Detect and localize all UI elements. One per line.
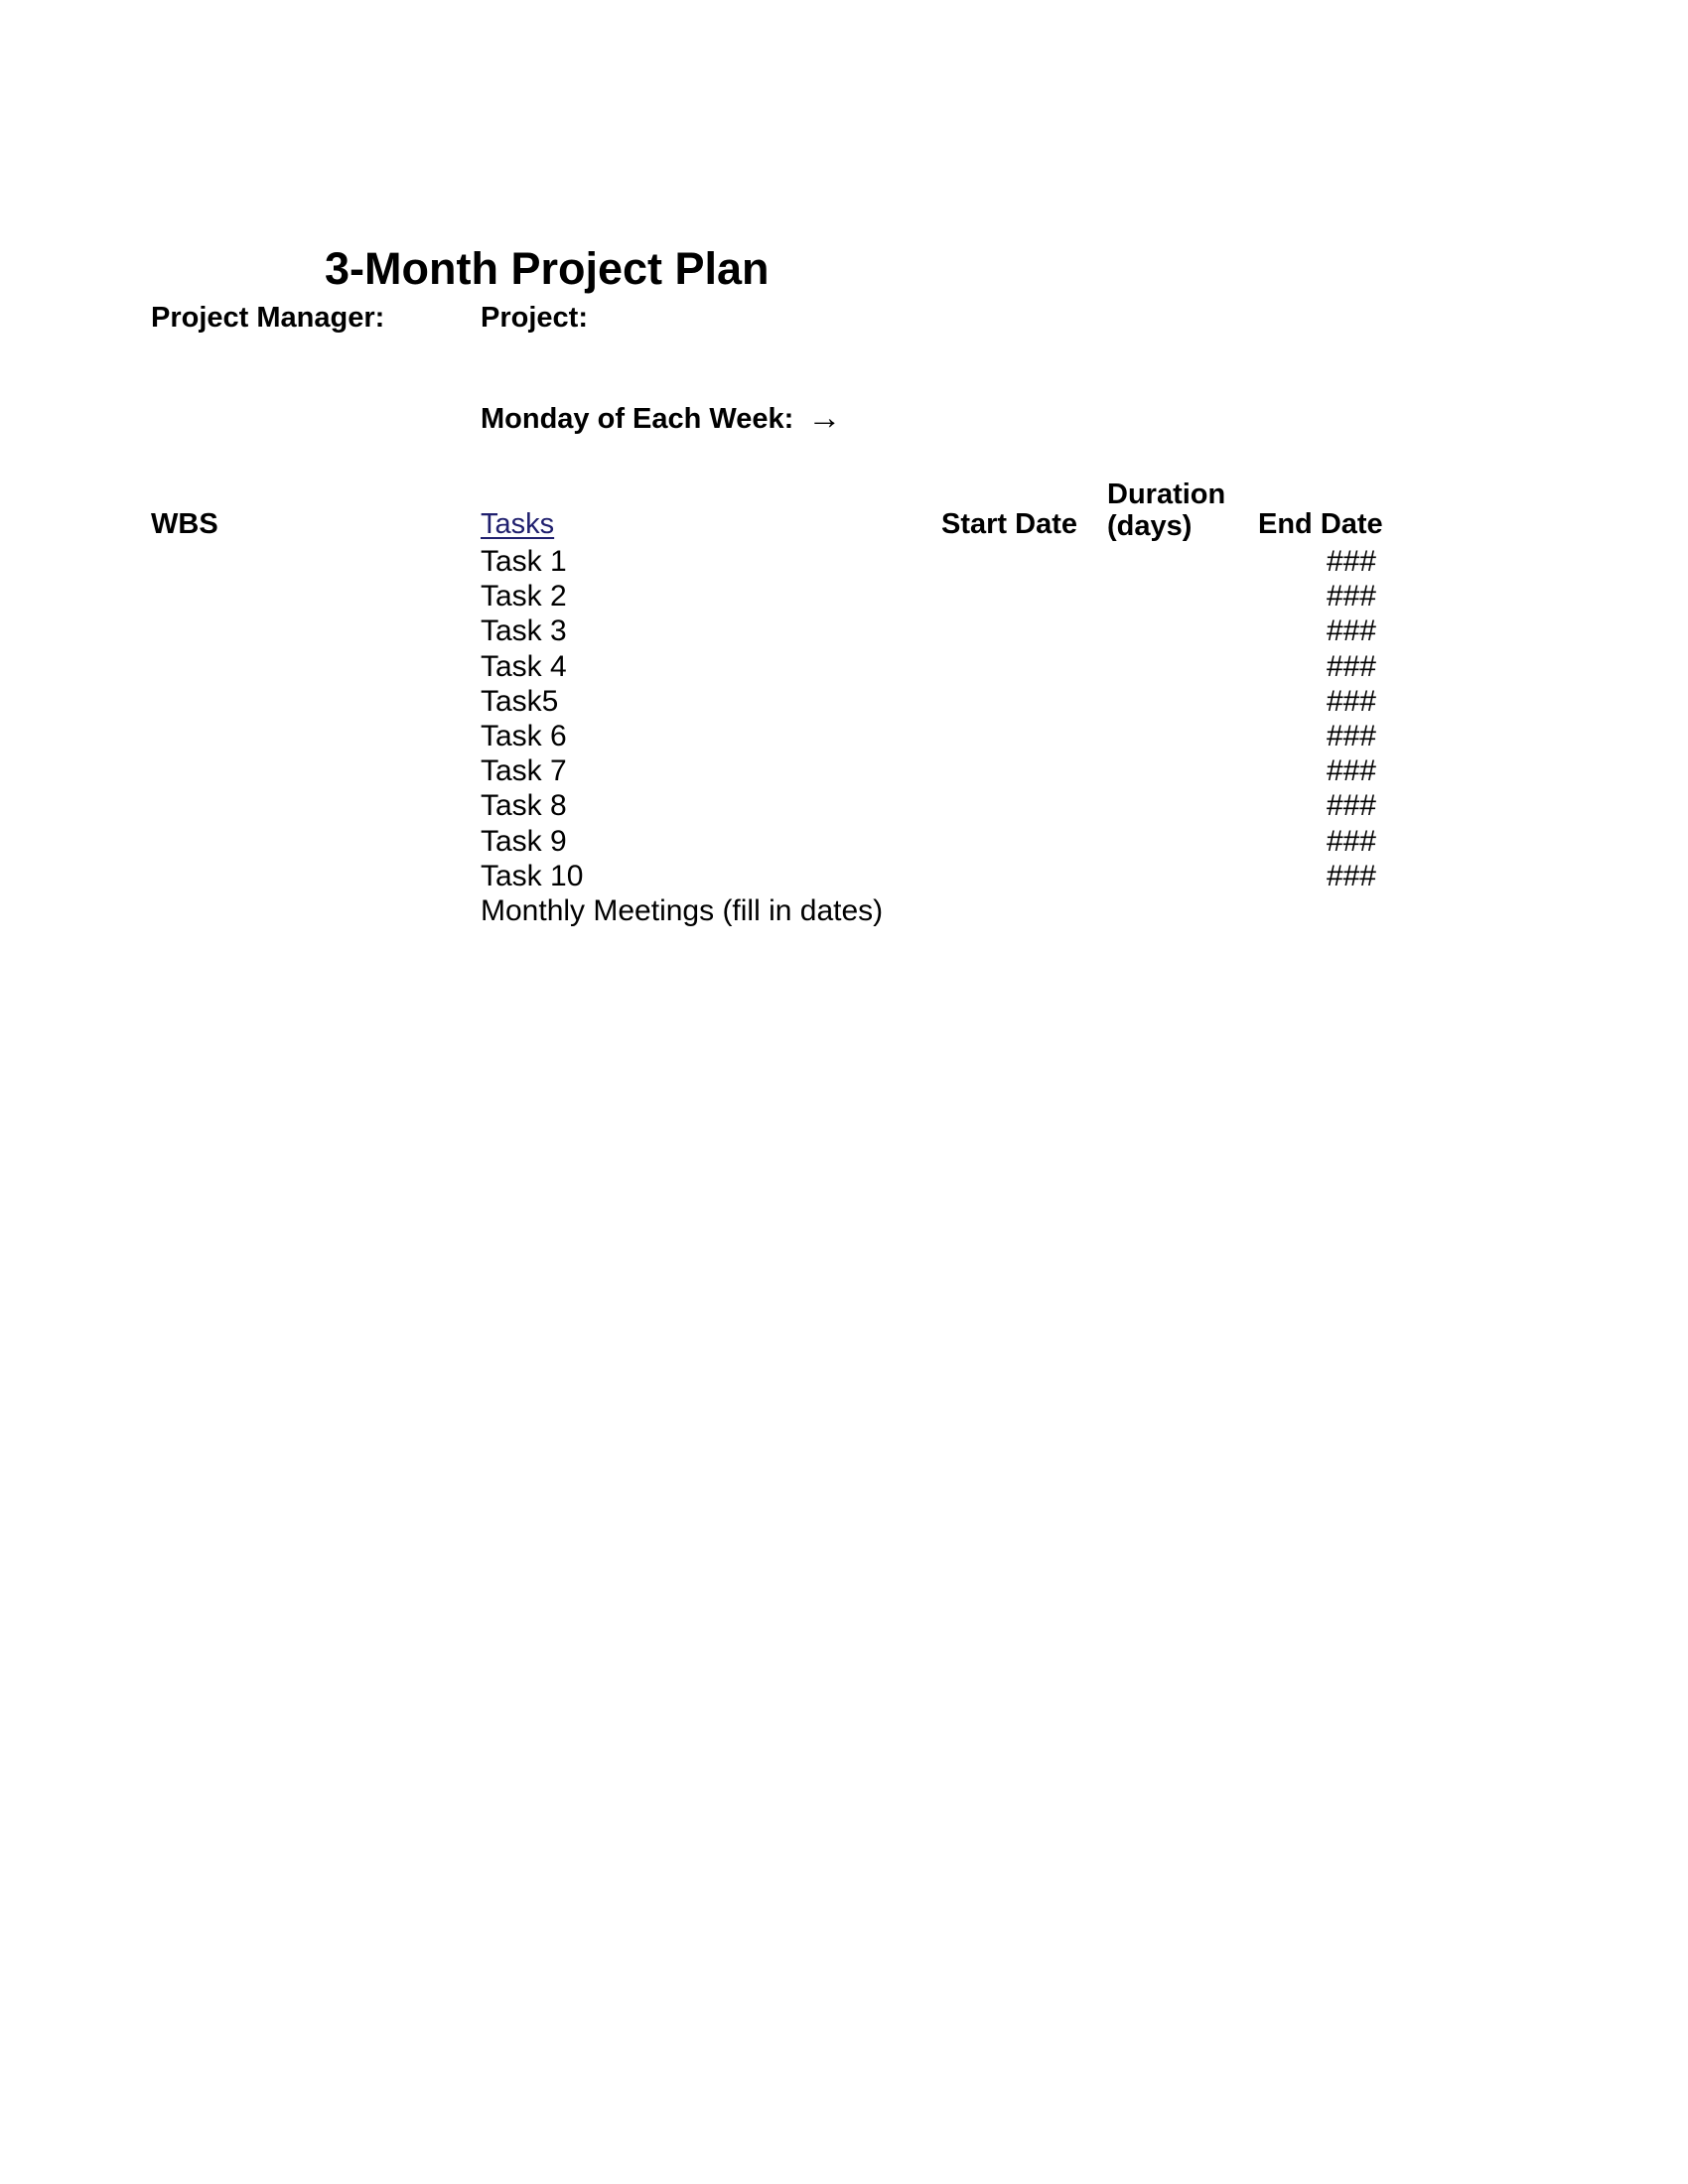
table-row bbox=[481, 685, 1394, 720]
end-date-cell: ### bbox=[1326, 789, 1376, 823]
arrow-right-icon: → bbox=[807, 399, 842, 437]
table-row bbox=[481, 545, 1394, 580]
header-wbs: WBS bbox=[151, 508, 218, 540]
task-name-cell: Task 10 bbox=[481, 859, 584, 892]
table-row bbox=[481, 614, 1394, 649]
header-start-date: Start Date bbox=[941, 508, 1077, 540]
end-date-cell: ### bbox=[1326, 580, 1376, 614]
table-row bbox=[481, 789, 1394, 824]
monday-of-each-week-row bbox=[481, 399, 842, 437]
header-tasks-link[interactable]: Tasks bbox=[481, 508, 555, 540]
task-name-cell: Monthly Meetings (fill in dates) bbox=[481, 893, 884, 927]
task-name-cell: Task 7 bbox=[481, 754, 567, 788]
task-name-cell: Task 1 bbox=[481, 545, 567, 578]
end-date-cell: ### bbox=[1326, 649, 1376, 683]
table-row bbox=[481, 860, 1394, 894]
monday-of-each-week-label: Monday of Each Week: bbox=[481, 403, 794, 435]
table-row bbox=[481, 580, 1394, 614]
end-date-cell: ### bbox=[1326, 614, 1376, 648]
project-label: Project: bbox=[481, 302, 588, 334]
table-row bbox=[481, 650, 1394, 685]
end-date-cell: ### bbox=[1326, 754, 1376, 788]
task-name-cell: Task 4 bbox=[481, 649, 567, 683]
header-duration: Duration (days) bbox=[1107, 478, 1226, 542]
task-name-cell: Task 8 bbox=[481, 789, 567, 823]
table-row bbox=[481, 720, 1394, 754]
task-name-cell: Task 6 bbox=[481, 719, 567, 752]
task-table bbox=[481, 545, 1394, 929]
end-date-cell: ### bbox=[1326, 684, 1376, 718]
project-manager-label: Project Manager: bbox=[151, 302, 385, 334]
end-date-cell: ### bbox=[1326, 545, 1376, 578]
header-end-date: End Date bbox=[1258, 508, 1383, 540]
page-title: 3-Month Project Plan bbox=[325, 243, 770, 294]
task-name-cell: Task5 bbox=[481, 684, 559, 718]
end-date-cell: ### bbox=[1326, 719, 1376, 752]
task-name-cell: Task 9 bbox=[481, 824, 567, 858]
end-date-cell: ### bbox=[1326, 824, 1376, 858]
end-date-cell: ### bbox=[1326, 859, 1376, 892]
table-row bbox=[481, 894, 1394, 929]
table-row bbox=[481, 825, 1394, 860]
table-row bbox=[481, 754, 1394, 789]
task-name-cell: Task 3 bbox=[481, 614, 567, 648]
task-name-cell: Task 2 bbox=[481, 580, 567, 614]
